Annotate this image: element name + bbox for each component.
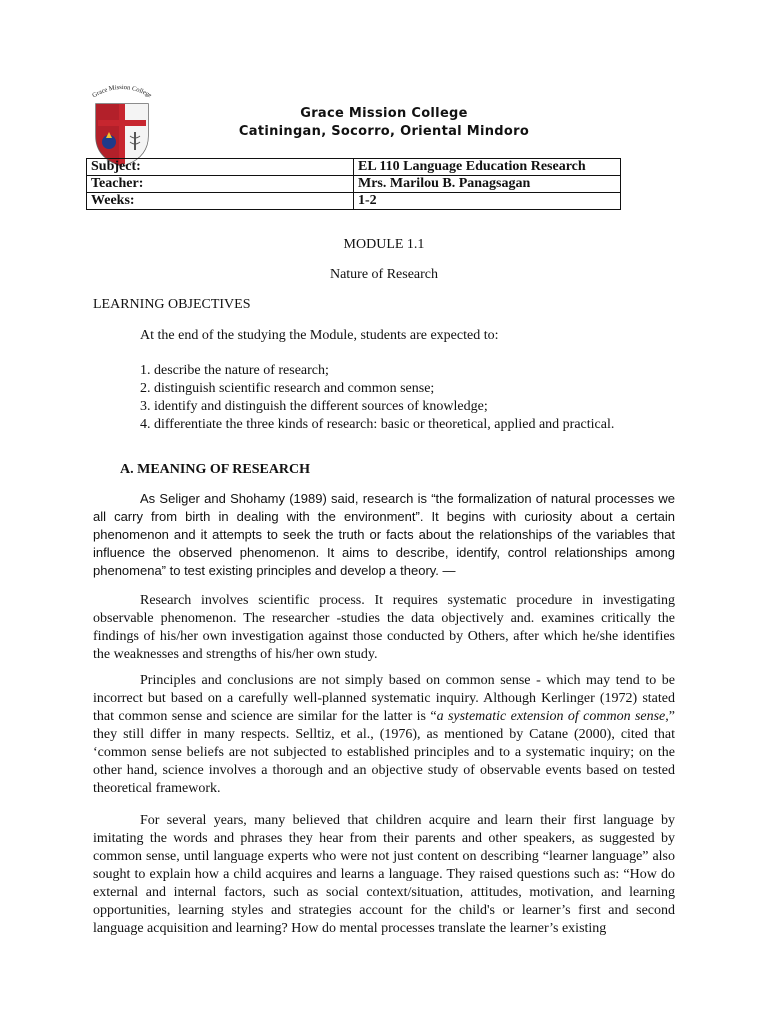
teacher-label: Teacher: <box>87 176 354 193</box>
objectives-intro: At the end of the studying the Module, students are expected to: <box>140 328 499 343</box>
paragraph-1: As Seliger and Shohamy (1989) said, research is “the formalization of natural processes we all carry from birth in dealing with the environment”. It begins with curiosity about a certain phenomenon and it attempts to seek the truth or facts about the relationships of the variables that influence the observed phenomenon. It aims to describe, identify, control relationships among phenomena” to test existing principles and develop a theory. — <box>93 491 675 578</box>
paragraph-3-quote: a systematic extension of common sense <box>436 709 666 724</box>
objectives-list <box>140 362 614 434</box>
objectives-heading: LEARNING OBJECTIVES <box>93 297 251 312</box>
svg-text:Grace Mission College <box>91 84 153 99</box>
subject-label: Subject: <box>87 159 354 176</box>
table-row <box>87 193 621 210</box>
paragraph-4: For several years, many believed that children acquire and learn their first language by imitating the words and phrases they hear from their parents and other speakers, as suggested by common sense, until language experts who were not just content on describing “learner language” also sought to explain how a child acquires and learns a language. They raised questions such as: “How do external and internal factors, such as social context/situation, attitudes, motivation, and learning opportunities, learning styles and strategies account for the child's or learner’s first and second language acquisition and learning? How do mental processes translate the learner’s existing <box>93 813 675 936</box>
list-item: 4. differentiate the three kinds of research: basic or theoretical, applied and practical. <box>140 417 615 432</box>
subject-value: EL 110 Language Education Research <box>354 159 621 176</box>
paragraph-3-part-b: ,” they still differ in many respects. Selltiz, et al., (1976), as mentioned by Catane (2000), cited that ‘common sense beliefs are not subjected to established principles and to a systematic inquiry; on the other hand, science involves a thorough and an objective study of observable events based on tested theoretical framework. <box>93 709 675 796</box>
section-heading-meaning-of-research: A. MEANING OF RESEARCH <box>120 462 311 477</box>
table-row <box>87 159 621 176</box>
paragraph-3 <box>93 672 675 798</box>
weeks-value: 1-2 <box>354 193 621 210</box>
list-item: 1. describe the nature of research; <box>140 363 329 378</box>
course-info-table <box>86 158 621 210</box>
college-address: Catiningan, Socorro, Oriental Mindoro <box>238 124 530 139</box>
logo-arc-text: Grace Mission College <box>91 83 153 100</box>
module-number: MODULE 1.1 <box>343 237 425 252</box>
college-name: Grace Mission College <box>300 106 468 121</box>
paragraph-3-part-a: Principles and conclusions are not simply based on common sense - which may tend to be incorrect but based on a carefully well-planned systematic inquiry. Although Kerlinger (1972) stated that common sense and science are similar for the latter is “ <box>93 673 675 724</box>
list-item: 2. distinguish scientific research and common sense; <box>140 381 435 396</box>
module-title: Nature of Research <box>329 267 439 282</box>
paragraph-2: Research involves scientific process. It requires systematic procedure in investigating observable phenomenon. The researcher -studies the data objectively and. examines critically the findings of his/her own investigation against those conducted by Others, after which he/she identifies the weaknesses and strengths of his/her own study. <box>93 593 675 662</box>
teacher-value: Mrs. Marilou B. Panagsagan <box>354 176 621 193</box>
weeks-label: Weeks: <box>87 193 354 210</box>
list-item: 3. identify and distinguish the different sources of knowledge; <box>140 399 488 414</box>
table-row <box>87 176 621 193</box>
